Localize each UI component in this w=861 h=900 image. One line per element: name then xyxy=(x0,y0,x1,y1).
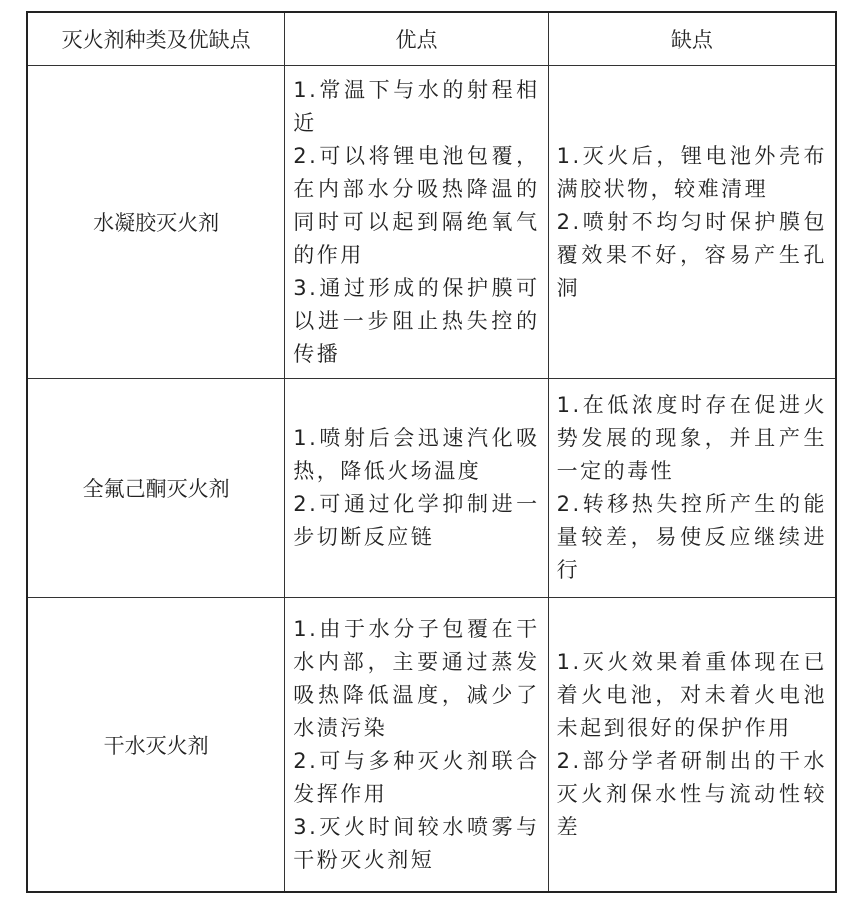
header-type: 灭火剂种类及优缺点 xyxy=(27,12,285,66)
disadvantages-cell xyxy=(548,379,836,598)
table-row xyxy=(27,598,836,893)
disadvantage-item: 1.灭火后，锂电池外壳布满胶状物，较难清理 xyxy=(556,143,827,201)
advantage-item: 2.可以将锂电池包覆，在内部水分吸热降温的同时可以起到隔绝氧气的作用 xyxy=(293,143,540,267)
table-row xyxy=(27,379,836,598)
advantages-cell xyxy=(285,379,548,598)
agent-name: 水凝胶灭火剂 xyxy=(27,66,285,379)
advantage-item: 3.通过形成的保护膜可以进一步阻止热失控的传播 xyxy=(293,275,540,366)
advantages-cell xyxy=(285,66,548,379)
agent-name: 全氟己酮灭火剂 xyxy=(27,379,285,598)
disadvantage-item: 2.喷射不均匀时保护膜包覆效果不好，容易产生孔洞 xyxy=(556,209,827,300)
header-row xyxy=(27,12,836,66)
disadvantages-cell xyxy=(548,66,836,379)
disadvantage-item: 2.部分学者研制出的干水灭火剂保水性与流动性较差 xyxy=(556,748,827,839)
advantage-item: 2.可通过化学抑制进一步切断反应链 xyxy=(293,492,540,549)
header-advantages: 优点 xyxy=(285,12,548,66)
disadvantage-item: 2.转移热失控所产生的能量较差，易使反应继续进行 xyxy=(556,492,827,582)
advantage-item: 2.可与多种灭火剂联合发挥作用 xyxy=(293,748,540,806)
disadvantage-item: 1.灭火效果着重体现在已着火电池，对未着火电池未起到很好的保护作用 xyxy=(556,649,827,740)
header-disadvantages: 缺点 xyxy=(548,12,836,66)
comparison-table xyxy=(26,11,837,893)
disadvantage-item: 1.在低浓度时存在促进火势发展的现象，并且产生一定的毒性 xyxy=(556,393,827,483)
disadvantages-cell xyxy=(548,598,836,893)
advantage-item: 1.由于水分子包覆在干水内部，主要通过蒸发吸热降低温度，减少了水渍污染 xyxy=(293,616,540,740)
advantage-item: 1.常温下与水的射程相近 xyxy=(293,77,540,135)
advantage-item: 3.灭火时间较水喷雾与干粉灭火剂短 xyxy=(293,814,540,872)
agent-name: 干水灭火剂 xyxy=(27,598,285,893)
advantage-item: 1.喷射后会迅速汽化吸热，降低火场温度 xyxy=(293,426,540,483)
table-row xyxy=(27,66,836,379)
advantages-cell xyxy=(285,598,548,893)
